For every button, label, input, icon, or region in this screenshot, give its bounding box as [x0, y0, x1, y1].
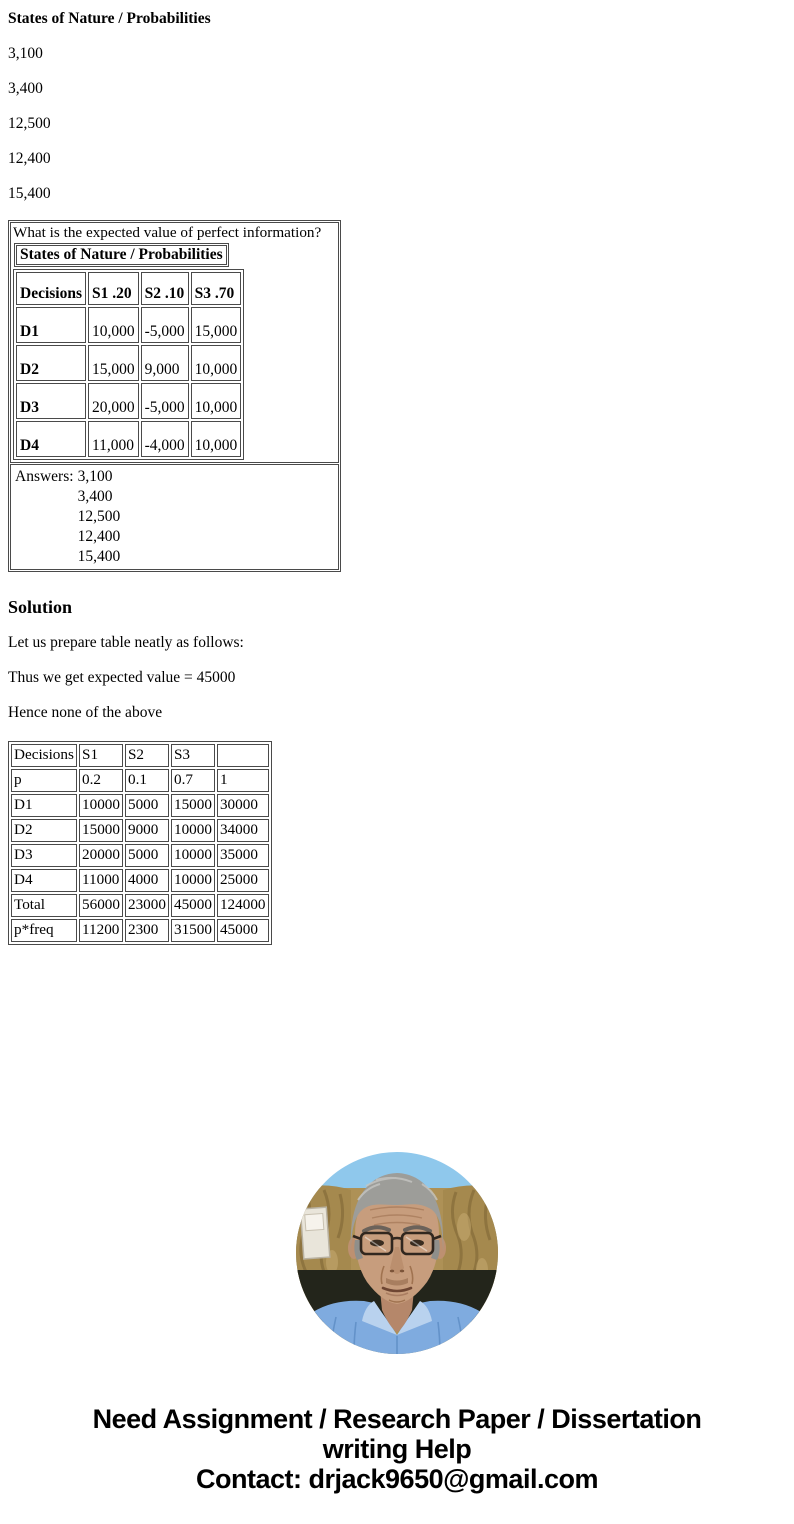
cell: 11200: [79, 919, 123, 942]
cell: 10000: [171, 869, 215, 892]
page-title: States of Nature / Probabilities: [8, 10, 211, 27]
header-cell: S3 .70: [191, 272, 242, 305]
table-row: [11, 894, 269, 917]
cell: S3: [171, 744, 215, 767]
solution-paragraph: Thus we get expected value = 45000: [8, 669, 236, 686]
header-cell: S1 .20: [88, 272, 139, 305]
cell: 1: [217, 769, 269, 792]
solution-paragraph: Let us prepare table neatly as follows:: [8, 634, 244, 651]
cell: D3: [11, 844, 77, 867]
row-label: D2: [16, 345, 86, 381]
cell: 34000: [217, 819, 269, 842]
payoff-cell: -5,000: [141, 383, 189, 419]
contact-banner-line: Contact: drjack9650@gmail.com: [196, 1464, 598, 1494]
cell: 11000: [79, 869, 123, 892]
portrait-photo: [296, 1152, 498, 1354]
cell: p*freq: [11, 919, 77, 942]
payoff-cell: 11,000: [88, 421, 139, 457]
solution-heading: Solution: [8, 597, 73, 617]
avatar: [296, 1152, 498, 1354]
cell: S2: [125, 744, 169, 767]
header-cell: S2 .10: [141, 272, 189, 305]
row-label: D4: [16, 421, 86, 457]
payoff-cell: 10,000: [191, 345, 242, 381]
question-box: [8, 220, 341, 572]
cell: 56000: [79, 894, 123, 917]
decision-payoff-table: [13, 269, 244, 460]
table-row: [16, 421, 241, 457]
cell: 4000: [125, 869, 169, 892]
cell: 124000: [217, 894, 269, 917]
table-row: [11, 919, 269, 942]
cell: D1: [11, 794, 77, 817]
cell: 23000: [125, 894, 169, 917]
cell: 20000: [79, 844, 123, 867]
solution-paragraph: Hence none of the above: [8, 704, 163, 721]
answer-value: 3,400: [77, 488, 113, 505]
cell: Total: [11, 894, 77, 917]
cell: 2300: [125, 919, 169, 942]
payoff-cell: -5,000: [141, 307, 189, 343]
option-value: 12,500: [8, 115, 51, 132]
table-row: [16, 307, 241, 343]
option-value: 3,400: [8, 80, 43, 97]
answers-list: [78, 467, 121, 567]
table-row: [11, 744, 269, 767]
cell: p: [11, 769, 77, 792]
payoff-cell: 15,000: [191, 307, 242, 343]
cell: 5000: [125, 794, 169, 817]
payoff-cell: 20,000: [88, 383, 139, 419]
cell: D4: [11, 869, 77, 892]
option-value: 15,400: [8, 185, 51, 202]
row-label: D3: [16, 383, 86, 419]
inner-title-table: [14, 243, 229, 267]
answers-cell: [10, 464, 339, 570]
solution-computation-table: [8, 741, 272, 945]
question-row: [10, 222, 339, 463]
payoff-cell: -4,000: [141, 421, 189, 457]
cell: 0.2: [79, 769, 123, 792]
question-text: What is the expected value of perfect information?: [13, 224, 322, 241]
contact-banner-line: Need Assignment / Research Paper / Dissertation: [92, 1404, 702, 1434]
table-row: [11, 794, 269, 817]
table-row: [11, 819, 269, 842]
table-row: [11, 844, 269, 867]
payoff-cell: 10,000: [191, 421, 242, 457]
contact-banner: [8, 1404, 786, 1494]
cell: 9000: [125, 819, 169, 842]
header-cell: Decisions: [16, 272, 86, 305]
answer-value: 3,100: [77, 468, 113, 485]
cell: 5000: [125, 844, 169, 867]
table-row: [11, 869, 269, 892]
contact-banner-line: writing Help: [322, 1434, 472, 1464]
cell: D2: [11, 819, 77, 842]
payoff-cell: 9,000: [141, 345, 189, 381]
table-row: [16, 345, 241, 381]
row-label: D1: [16, 307, 86, 343]
payoff-cell: 15,000: [88, 345, 139, 381]
answer-value: 15,400: [77, 548, 121, 565]
cell: 10000: [171, 844, 215, 867]
option-value: 12,400: [8, 150, 51, 167]
cell: 0.7: [171, 769, 215, 792]
answers-label: Answers:: [15, 468, 74, 485]
table-row: [11, 769, 269, 792]
cell: 25000: [217, 869, 269, 892]
cell: 0.1: [125, 769, 169, 792]
table-header-row: [16, 272, 241, 305]
option-value: 3,100: [8, 45, 43, 62]
cell: Decisions: [11, 744, 77, 767]
cell: 30000: [217, 794, 269, 817]
answer-value: 12,500: [77, 508, 121, 525]
inner-table-title: States of Nature / Probabilities: [16, 245, 227, 265]
table-row: [16, 383, 241, 419]
cell: 45000: [171, 894, 215, 917]
answers-row: [10, 464, 339, 570]
cell: 15000: [79, 819, 123, 842]
cell: 15000: [171, 794, 215, 817]
question-cell: [10, 222, 339, 463]
payoff-cell: 10,000: [191, 383, 242, 419]
cell: [217, 744, 269, 767]
cell: 10000: [171, 819, 215, 842]
cell: S1: [79, 744, 123, 767]
payoff-cell: 10,000: [88, 307, 139, 343]
cell: 31500: [171, 919, 215, 942]
cell: 45000: [217, 919, 269, 942]
cell: 10000: [79, 794, 123, 817]
cell: 35000: [217, 844, 269, 867]
answer-value: 12,400: [77, 528, 121, 545]
